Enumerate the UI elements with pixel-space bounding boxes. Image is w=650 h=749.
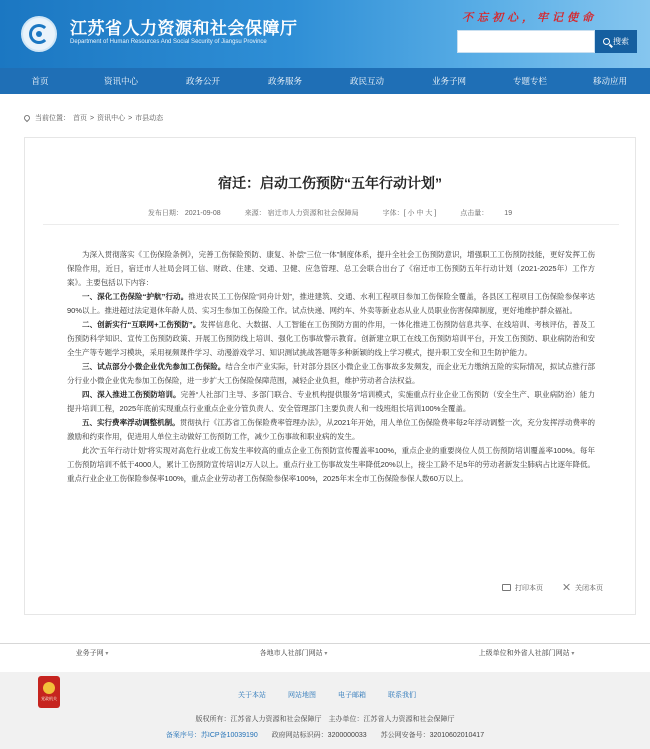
logo-icon[interactable] — [21, 16, 57, 52]
hit-count — [460, 208, 512, 218]
footer-link-sitemap[interactable]: 网站地图 — [288, 692, 316, 699]
nav-item-gov-open[interactable]: 政务公开 — [185, 76, 220, 86]
breadcrumb-sep: > — [128, 114, 133, 122]
section-4-heading: 四、深入推进工伤预防培训。 — [82, 390, 181, 399]
article-card — [24, 137, 636, 615]
breadcrumb-prefix: 当前位置： — [35, 115, 70, 122]
breadcrumb-sep: > — [90, 114, 95, 122]
badge-label: 党政机关 — [41, 696, 57, 701]
breadcrumb-home[interactable]: 首页 — [73, 115, 87, 122]
article-meta — [25, 208, 635, 218]
search-input[interactable] — [457, 30, 595, 53]
search-icon — [603, 38, 610, 45]
article-body — [67, 248, 595, 486]
footer-link-contact[interactable]: 联系我们 — [388, 692, 416, 699]
font-size-control[interactable]: 字体：[ 小 中 大 ] — [382, 210, 437, 217]
section-1-heading: 一、深化工伤保险“护航”行动。 — [82, 292, 189, 301]
breadcrumb — [24, 113, 163, 123]
footer-select-superior-sites[interactable]: 上级单位和外省人社部门网站 ▾ — [479, 648, 575, 658]
close-page-button[interactable] — [563, 583, 603, 593]
close-page-label: 关闭本页 — [575, 585, 603, 592]
print-page-button[interactable] — [502, 583, 543, 593]
paragraph-summary: 此次“五年行动计划”将实现对高危行业或工伤发生率较高的重点企业工伤预防宣传覆盖率100%，重点企业的重要岗位人员工伤预防培训覆盖率100%。每年工伤预防培训不低于4000人，累计工伤预防宣传培训2万人以上。重点行业工伤事故发生率降低20%以上，接尘工龄不足5年的劳动者新发尘肺病占比逐年降低。重点行业企业工伤保险参保率100%，重点企业劳动者工伤保险参保率100%，2025年末全市工伤保险参保人数60万以上。 — [67, 446, 595, 483]
paragraph-intro: 为深入贯彻落实《工伤保险条例》，完善工伤保险预防、康复、补偿“三位一体”制度体系，提升全社会工伤预防意识，增强职工工伤预防技能，更好发挥工伤保险作用，近日，宿迁市人社局会同工信、财政、住建、交通、卫健、应急管理、总工会联合出台了《宿迁市工伤预防五年行动计划（2021-2025年）工作方案》。主要包括以下内容： — [67, 250, 595, 287]
gov-site-id: 政府网站标识码：3200000033 — [271, 732, 367, 739]
icp-record[interactable]: 备案序号：苏ICP备10039190 — [165, 732, 258, 739]
nav-item-home[interactable]: 首页 — [31, 76, 49, 86]
publish-date: 发布日期： 2021-09-08 — [147, 210, 221, 217]
section-5-heading: 五、实行费率浮动调整机制。 — [82, 418, 180, 427]
nav-item-mobile[interactable]: 移动应用 — [592, 76, 627, 86]
breadcrumb-current[interactable]: 市县动态 — [135, 115, 164, 122]
party-gov-badge-icon[interactable] — [38, 676, 60, 708]
article-actions — [502, 583, 603, 593]
section-2-body: 发挥信息化、大数据、人工智能在工伤预防方面的作用，一体化推进工伤预防信息共享、在线培训、考核评估，普及工伤预防科学知识、宣传工伤预防政策、开展工伤预防线上培训、强化工伤事故警示教育。创新建立职工在线工伤预防培训平台，开发工伤预防、职业病防治和安全生产等专题学习模块，采用视频课件学习、动漫游戏学习、知识测试挑战答题等多种新颖的线上学习模式，提升职工安全和卫生防护能力。 — [67, 320, 596, 357]
nav-item-news[interactable]: 资讯中心 — [103, 76, 138, 86]
section-5-body: 贯彻执行《江苏省工伤保险费率管理办法》，从2021年开始，用人单位工伤保险费率每2年浮动调整一次，充分发挥浮动费率的激励和约束作用，促进用人单位主动做好工伤预防工作，减少工伤事故和职业病的发生。 — [67, 418, 596, 441]
site-subtitle: Department of Human Resources And Social Security of Jiangsu Province — [70, 39, 267, 45]
article-source: 来源： 宿迁市人力资源和社会保障局 — [244, 210, 359, 217]
emblem-icon — [43, 682, 55, 694]
print-page-label: 打印本页 — [515, 585, 543, 592]
hit-count-value: 19 — [504, 210, 513, 217]
article-title: 宿迁：启动工伤预防“五年行动计划” — [218, 175, 442, 191]
nav-item-subnet[interactable]: 业务子网 — [431, 76, 466, 86]
search-button[interactable] — [595, 30, 637, 53]
location-pin-icon — [23, 114, 31, 122]
footer-registration — [0, 730, 650, 740]
footer-select-subnet[interactable]: 业务子网 ▾ — [76, 648, 109, 658]
police-record[interactable]: 苏公网安备号：32010602010417 — [380, 732, 485, 739]
footer-link-about[interactable]: 关于本站 — [238, 692, 266, 699]
breadcrumb-news[interactable]: 资讯中心 — [97, 115, 126, 122]
section-1-body: 推进农民工工伤保险“同舟计划”，推进建筑、交通、水利工程项目参加工伤保险全覆盖，各县区工程项目工伤保险参保率达90%以上。推进超过法定退休年龄人员、实习生参加工伤保险工作。试点快递、网约车、外卖等新业态从业人员职业伤害保障制度，更好地维护群众福祉。 — [67, 292, 595, 315]
paragraph-section-4 — [67, 388, 595, 416]
section-4-body: 完善“人社部门主导、多部门联合、专业机构提供服务”培训模式，实施重点行业企业工伤预防（安全生产、职业病防治）能力提升培训工程，2025年底前实现重点行业重点企业分管负责人、安全管理部门主要负责人和一线班组长培训100%全覆盖。 — [67, 390, 596, 413]
site-title[interactable]: 江苏省人力资源和社会保障厅 — [70, 19, 298, 38]
nav-item-topics[interactable]: 专题专栏 — [512, 76, 547, 86]
slogan: 不忘初心，牢记使命 — [462, 11, 597, 24]
paragraph-section-2 — [67, 318, 595, 360]
close-icon — [563, 583, 571, 591]
hit-count-label: 点击量： — [460, 210, 489, 217]
paragraph-section-1 — [67, 290, 595, 318]
printer-icon — [502, 584, 511, 591]
footer-select-city-sites[interactable]: 各地市人社部门网站 ▾ — [260, 648, 328, 658]
paragraph-section-3 — [67, 360, 595, 388]
footer-link-email[interactable]: 电子邮箱 — [338, 692, 366, 699]
footer-divider — [0, 643, 650, 644]
paragraph-section-5 — [67, 416, 595, 444]
section-3-body: 结合全市产业实际，针对部分县区小微企业工伤事故多发频发，而企业无力缴纳五险的实际情况，拟试点推行部分行业小微企业优先参加工伤保险，进一步扩大工伤保险保障范围，减轻企业负担，维护劳动者合法权益。 — [67, 362, 596, 385]
section-3-heading: 三、试点部分小微企业优先参加工伤保险。 — [82, 362, 226, 371]
footer-nav — [238, 690, 416, 700]
footer-copyright: 版权所有：江苏省人力资源和社会保障厅 主办单位：江苏省人力资源和社会保障厅 — [195, 716, 455, 723]
footer-link-selects — [0, 648, 650, 658]
site-header — [0, 0, 650, 68]
search-button-label: 搜索 — [613, 37, 629, 46]
nav-item-gov-service[interactable]: 政务服务 — [267, 76, 302, 86]
nav-item-interaction[interactable]: 政民互动 — [349, 76, 384, 86]
section-2-heading: 二、创新实行“互联网+工伤预防”。 — [82, 320, 201, 329]
main-nav — [0, 68, 650, 94]
meta-divider — [43, 224, 619, 225]
logo-dot — [36, 31, 42, 37]
